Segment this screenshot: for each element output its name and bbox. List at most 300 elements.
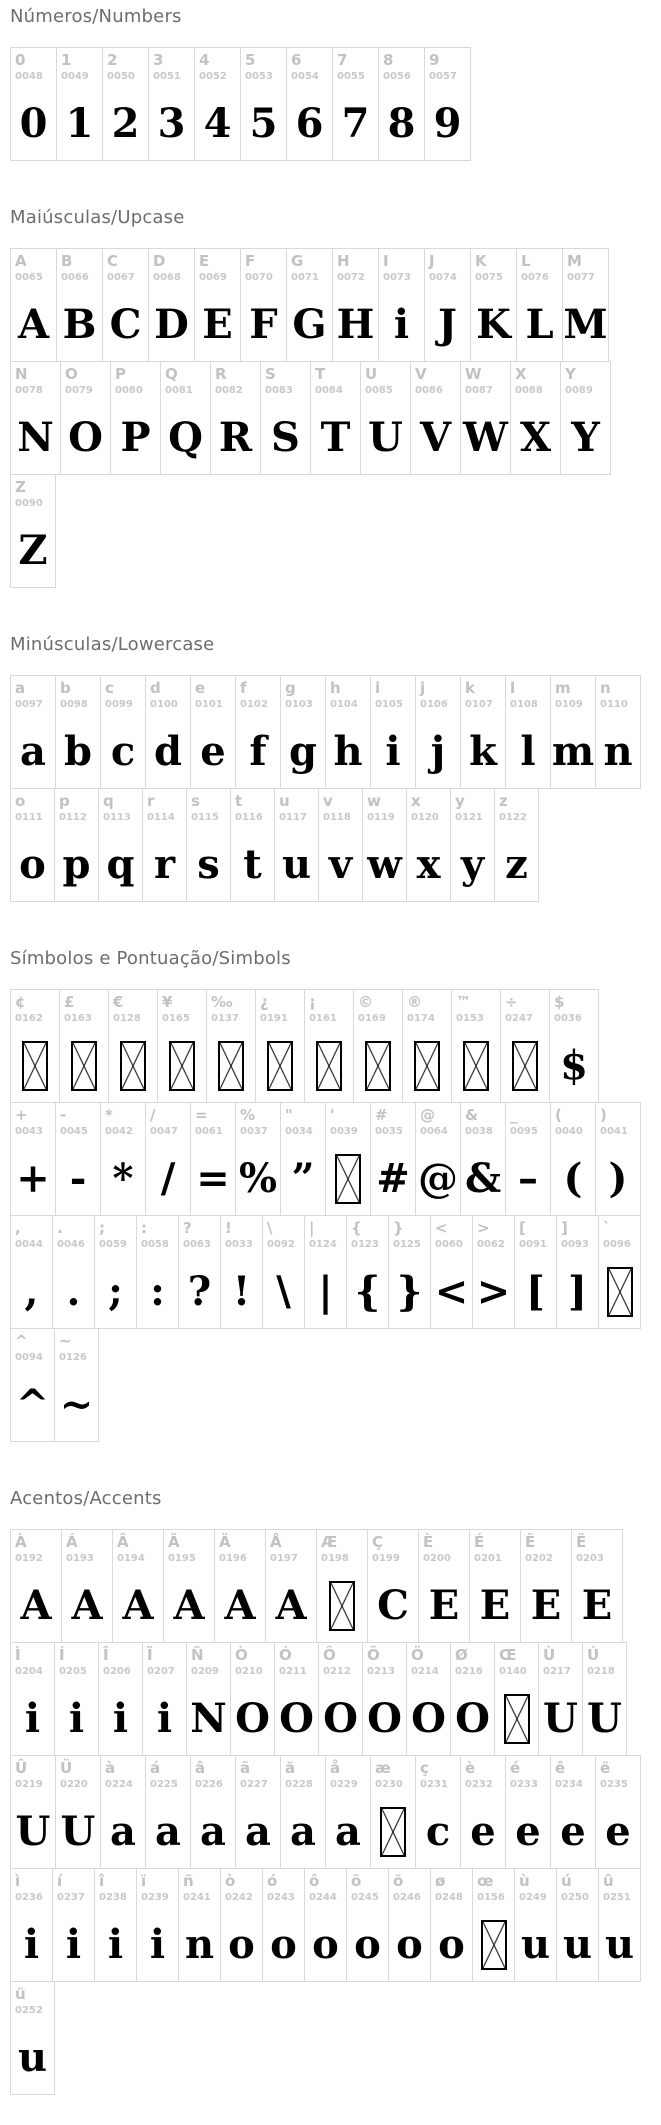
unicode-code: 0241 (183, 1892, 211, 1903)
reference-char: Œ (499, 1646, 517, 1664)
cell-header (550, 990, 598, 1024)
glyph-preview: u (562, 1921, 593, 1968)
cell-header (207, 990, 255, 1024)
reference-char: ô (309, 1872, 320, 1890)
reference-char: Î (103, 1646, 109, 1664)
reference-char: ì (15, 1872, 21, 1890)
unicode-code: 0117 (279, 812, 307, 823)
cell-header (11, 362, 60, 396)
reference-char: & (465, 1106, 479, 1124)
glyph-preview: a (290, 1808, 316, 1855)
glyph-preview: z (505, 841, 528, 888)
unicode-code: 0060 (435, 1239, 463, 1250)
unicode-code: 0035 (375, 1126, 403, 1137)
reference-char: " (285, 1106, 293, 1124)
unicode-code: 0068 (153, 272, 181, 283)
unicode-code: 0112 (59, 812, 87, 823)
glyph-preview: k (469, 728, 497, 775)
cell-header (241, 48, 286, 82)
section-title: Acentos/Accents (10, 1488, 162, 1509)
glyph-cell (148, 47, 195, 161)
glyph-preview: # (376, 1155, 410, 1202)
glyph-preview: a (110, 1808, 136, 1855)
glyph-cell (460, 1755, 506, 1869)
glyph-cell (325, 1102, 371, 1216)
glyph-cell (280, 1755, 326, 1869)
reference-char: ñ (183, 1872, 194, 1890)
cell-header (501, 990, 549, 1024)
glyph-cell (286, 47, 333, 161)
glyph-cell (378, 248, 425, 362)
glyph-preview: u (604, 1921, 635, 1968)
glyph-cell (136, 1215, 179, 1329)
unicode-code: 0225 (150, 1779, 178, 1790)
reference-char: + (15, 1106, 28, 1124)
missing-glyph-box (60, 1034, 108, 1098)
unicode-code: 0200 (423, 1553, 451, 1564)
glyph-cell (472, 1868, 515, 1982)
cell-header (506, 1756, 550, 1790)
glyph-cell (415, 1102, 461, 1216)
cell-header (11, 1216, 52, 1250)
reference-char: ü (15, 1985, 26, 2003)
glyph-cell (505, 675, 551, 789)
cell-header (57, 249, 102, 283)
glyph-cell (10, 248, 57, 362)
unicode-code: 0169 (358, 1013, 386, 1024)
glyph-cell (55, 1102, 101, 1216)
glyph-preview: e (605, 1808, 631, 1855)
reference-char: € (113, 993, 124, 1011)
unicode-code: 0163 (64, 1013, 92, 1024)
reference-char: c (105, 679, 114, 697)
reference-char: ; (99, 1219, 105, 1237)
reference-char: W (465, 365, 482, 383)
cell-header (137, 1869, 178, 1903)
cell-header (221, 1869, 262, 1903)
section-title: Símbolos e Pontuação/Simbols (10, 948, 291, 969)
cell-header (55, 1643, 98, 1677)
glyph-cell (460, 1102, 506, 1216)
missing-glyph-box (11, 1034, 59, 1098)
reference-char: $ (554, 993, 565, 1011)
cell-header (261, 362, 310, 396)
glyph-preview: M (563, 301, 608, 348)
cell-header (275, 789, 318, 823)
unicode-code: 0242 (225, 1892, 253, 1903)
cell-header (11, 676, 55, 710)
reference-char: 4 (199, 51, 210, 69)
cell-header (551, 1103, 595, 1137)
cell-header (596, 676, 640, 710)
unicode-code: 0239 (141, 1892, 169, 1903)
cell-header (563, 249, 608, 283)
reference-char: X (515, 365, 527, 383)
cell-header (164, 1530, 214, 1564)
cell-header (515, 1216, 556, 1250)
cell-header (146, 676, 190, 710)
reference-char: f (240, 679, 247, 697)
glyph-cell (214, 1529, 266, 1643)
glyph-cell (318, 1642, 363, 1756)
cell-header (56, 1756, 100, 1790)
glyph-cell (94, 1215, 137, 1329)
cell-header (56, 676, 100, 710)
reference-char: Ø (455, 1646, 468, 1664)
cell-header (53, 1869, 94, 1903)
glyph-cell (102, 248, 149, 362)
unicode-code: 0244 (309, 1892, 337, 1903)
reference-char: M (567, 252, 582, 270)
glyph-cell (55, 1755, 101, 1869)
cell-header (109, 990, 157, 1024)
reference-char: g (285, 679, 296, 697)
cell-header (431, 1869, 472, 1903)
glyph-cell (10, 1215, 53, 1329)
glyph-cell (60, 361, 111, 475)
reference-char: N (15, 365, 28, 383)
glyph-row (10, 1642, 661, 1756)
glyph-cell (10, 1328, 55, 1442)
unicode-code: 0124 (309, 1239, 337, 1250)
unicode-code: 0224 (105, 1779, 133, 1790)
notdef-icon (365, 1041, 391, 1091)
unicode-code: 0202 (525, 1553, 553, 1564)
glyph-cell (406, 788, 451, 902)
glyph-preview: a (200, 1808, 226, 1855)
cell-header (305, 1869, 346, 1903)
glyph-cell (410, 361, 461, 475)
unicode-code: 0095 (510, 1126, 538, 1137)
unicode-code: 0039 (330, 1126, 358, 1137)
glyph-preview: U (543, 1695, 578, 1742)
reference-char: Ê (525, 1533, 536, 1551)
unicode-code: 0082 (215, 385, 243, 396)
glyph-cell (516, 248, 563, 362)
glyph-preview: g (289, 728, 317, 775)
cell-header (287, 48, 332, 82)
cell-header (191, 1103, 235, 1137)
unicode-code: 0199 (372, 1553, 400, 1564)
glyph-cell (55, 675, 101, 789)
reference-char: } (393, 1219, 404, 1237)
glyph-preview: - (69, 1155, 87, 1202)
cell-header (149, 48, 194, 82)
cell-header (551, 676, 595, 710)
reference-char: m (555, 679, 571, 697)
glyph-cell (10, 1529, 62, 1643)
unicode-code: 0220 (60, 1779, 88, 1790)
reference-char: O (65, 365, 78, 383)
glyph-cell (598, 1215, 641, 1329)
glyph-preview: 0 (19, 100, 48, 147)
missing-glyph-box (371, 1800, 415, 1864)
reference-char: q (103, 792, 114, 810)
unicode-code: 0201 (474, 1553, 502, 1564)
cell-header (236, 676, 280, 710)
glyph-cell (142, 1642, 187, 1756)
glyph-cell (500, 989, 550, 1103)
reference-char: H (337, 252, 350, 270)
glyph-preview: C (109, 301, 142, 348)
reference-char: æ (375, 1759, 391, 1777)
reference-char: ¥ (162, 993, 173, 1011)
reference-char: Ó (279, 1646, 292, 1664)
glyph-cell (346, 1215, 389, 1329)
reference-char: õ (351, 1872, 362, 1890)
reference-char: Û (15, 1759, 28, 1777)
glyph-preview: [ (526, 1268, 545, 1315)
glyph-preview: S (271, 414, 300, 461)
unicode-code: 0118 (323, 812, 351, 823)
glyph-row (10, 1755, 661, 1869)
unicode-code: 0093 (561, 1239, 589, 1250)
reference-char: Z (15, 478, 26, 496)
unicode-code: 0037 (240, 1126, 268, 1137)
glyph-preview: b (64, 728, 92, 775)
glyph-grid (10, 989, 661, 1442)
cell-header (146, 1756, 190, 1790)
glyph-preview: , (24, 1268, 39, 1315)
unicode-code: 0046 (57, 1239, 85, 1250)
reference-char: Ô (323, 1646, 336, 1664)
cell-header (596, 1756, 640, 1790)
reference-char: a (15, 679, 26, 697)
notdef-icon (380, 1807, 406, 1857)
glyph-preview: ~ (59, 1381, 94, 1428)
glyph-preview: i (156, 1695, 173, 1742)
cell-header (287, 249, 332, 283)
section-symbols (10, 948, 661, 1442)
unicode-code: 0238 (99, 1892, 127, 1903)
cell-header (263, 1216, 304, 1250)
reference-char: ó (267, 1872, 278, 1890)
glyph-cell (194, 47, 241, 161)
glyph-preview: . (66, 1268, 81, 1315)
glyph-cell (415, 675, 461, 789)
reference-char: Q (165, 365, 178, 383)
reference-char: s (191, 792, 200, 810)
glyph-cell (424, 248, 471, 362)
unicode-code: 0243 (267, 1892, 295, 1903)
glyph-preview: G (292, 301, 327, 348)
glyph-preview: u (281, 841, 312, 888)
unicode-code: 0066 (61, 272, 89, 283)
cell-header (101, 1756, 145, 1790)
cell-header (319, 789, 362, 823)
reference-char: U (365, 365, 378, 383)
notdef-icon (22, 1041, 48, 1091)
glyph-cell (472, 1215, 515, 1329)
cell-header (333, 48, 378, 82)
cell-header (416, 676, 460, 710)
cell-header (517, 249, 562, 283)
glyph-cell (136, 1868, 179, 1982)
glyph-cell (10, 788, 55, 902)
glyph-preview: – (518, 1155, 538, 1202)
cell-header (379, 48, 424, 82)
unicode-code: 0086 (415, 385, 443, 396)
glyph-preview: t (243, 841, 262, 888)
cell-header (103, 249, 148, 283)
glyph-row (10, 1981, 661, 2095)
unicode-code: 0233 (510, 1779, 538, 1790)
glyph-cell (595, 1755, 641, 1869)
unicode-code: 0249 (519, 1892, 547, 1903)
unicode-code: 0034 (285, 1126, 313, 1137)
glyph-preview: x (416, 841, 441, 888)
section-title: Minúsculas/Lowercase (10, 634, 215, 655)
unicode-code: 0250 (561, 1892, 589, 1903)
reference-char: : (141, 1219, 147, 1237)
glyph-cell (59, 989, 109, 1103)
reference-char: _ (510, 1106, 518, 1124)
reference-char: < (435, 1219, 448, 1237)
unicode-code: 0207 (147, 1666, 175, 1677)
glyph-preview: T (320, 414, 351, 461)
unicode-code: 0210 (235, 1666, 263, 1677)
reference-char: ù (519, 1872, 530, 1890)
cell-header (146, 1103, 190, 1137)
cell-header (551, 1756, 595, 1790)
cell-header (411, 362, 460, 396)
unicode-code: 0087 (465, 385, 493, 396)
reference-char: L (521, 252, 531, 270)
glyph-preview: n (184, 1921, 215, 1968)
unicode-code: 0246 (393, 1892, 421, 1903)
cell-header (11, 1869, 52, 1903)
glyph-cell (505, 1755, 551, 1869)
glyph-preview: N (17, 414, 54, 461)
cell-header (333, 249, 378, 283)
glyph-preview: < (434, 1268, 469, 1315)
cell-header (195, 48, 240, 82)
cell-header (11, 1103, 55, 1137)
glyph-cell (418, 1529, 470, 1643)
glyph-cell (220, 1868, 263, 1982)
glyph-cell (346, 1868, 389, 1982)
notdef-icon (267, 1041, 293, 1091)
unicode-code: 0226 (195, 1779, 223, 1790)
reference-char: í (57, 1872, 63, 1890)
glyph-preview: ^ (15, 1381, 50, 1428)
reference-char: î (99, 1872, 105, 1890)
cell-header (215, 1530, 265, 1564)
glyph-cell (415, 1755, 461, 1869)
glyph-preview: j (430, 728, 446, 775)
reference-char: V (415, 365, 427, 383)
reference-char: ä (285, 1759, 296, 1777)
cell-header (326, 1756, 370, 1790)
unicode-code: 0153 (456, 1013, 484, 1024)
missing-glyph-box (473, 1913, 514, 1977)
cell-header (231, 1643, 274, 1677)
unicode-code: 0137 (211, 1013, 239, 1024)
reference-char: ) (600, 1106, 607, 1124)
unicode-code: 0074 (429, 272, 457, 283)
glyph-grid (10, 47, 661, 161)
cell-header (361, 362, 410, 396)
unicode-code: 0101 (195, 699, 223, 710)
reference-char: k (465, 679, 475, 697)
glyph-grid (10, 1529, 661, 2095)
reference-char: ç (420, 1759, 429, 1777)
glyph-cell (54, 1328, 99, 1442)
unicode-code: 0198 (321, 1553, 349, 1564)
reference-char: z (499, 792, 508, 810)
cell-header (407, 789, 450, 823)
cell-header (211, 362, 260, 396)
cell-header (11, 990, 59, 1024)
glyph-preview: o (19, 841, 46, 888)
glyph-preview: E (479, 1582, 511, 1629)
glyph-preview: + (16, 1155, 50, 1202)
cell-header (495, 1643, 538, 1677)
glyph-preview: J (438, 301, 457, 348)
glyph-cell (10, 361, 61, 475)
glyph-preview: u (520, 1921, 551, 1968)
glyph-preview: i (68, 1695, 85, 1742)
cell-header (236, 1103, 280, 1137)
unicode-code: 0251 (603, 1892, 631, 1903)
unicode-code: 0195 (168, 1553, 196, 1564)
unicode-code: 0041 (600, 1126, 628, 1137)
glyph-cell (100, 1102, 146, 1216)
reference-char: , (15, 1219, 21, 1237)
cell-header (99, 789, 142, 823)
cell-header (583, 1643, 626, 1677)
glyph-cell (190, 1755, 236, 1869)
reference-char: v (323, 792, 333, 810)
reference-char: ! (225, 1219, 232, 1237)
glyph-cell (304, 1215, 347, 1329)
glyph-preview: @ (418, 1155, 458, 1202)
glyph-preview: } (396, 1268, 423, 1315)
cell-header (515, 1869, 556, 1903)
glyph-cell (424, 47, 471, 161)
missing-glyph-box (599, 1260, 640, 1324)
reference-char: Ñ (191, 1646, 204, 1664)
glyph-cell (240, 248, 287, 362)
cell-header (425, 48, 470, 82)
cell-header (191, 676, 235, 710)
unicode-code: 0174 (407, 1013, 435, 1024)
unicode-code: 0227 (240, 1779, 268, 1790)
reference-char: ¡ (309, 993, 316, 1011)
glyph-preview: e (200, 728, 226, 775)
reference-char: u (279, 792, 290, 810)
cell-header (473, 1216, 514, 1250)
reference-char: i (375, 679, 381, 697)
glyph-cell (10, 675, 56, 789)
glyph-preview: A (173, 1582, 205, 1629)
glyph-cell (52, 1215, 95, 1329)
unicode-code: 0091 (519, 1239, 547, 1250)
reference-char: > (477, 1219, 490, 1237)
glyph-preview: Q (168, 414, 203, 461)
glyph-preview: 4 (203, 100, 232, 147)
glyph-cell (367, 1529, 419, 1643)
cell-header (347, 1869, 388, 1903)
glyph-cell (598, 1868, 641, 1982)
glyph-cell (332, 248, 379, 362)
cell-header (57, 48, 102, 82)
glyph-cell (388, 1868, 431, 1982)
glyph-preview: A (275, 1582, 307, 1629)
cell-header (161, 362, 210, 396)
glyph-cell (538, 1642, 583, 1756)
glyph-preview: A (17, 301, 50, 348)
